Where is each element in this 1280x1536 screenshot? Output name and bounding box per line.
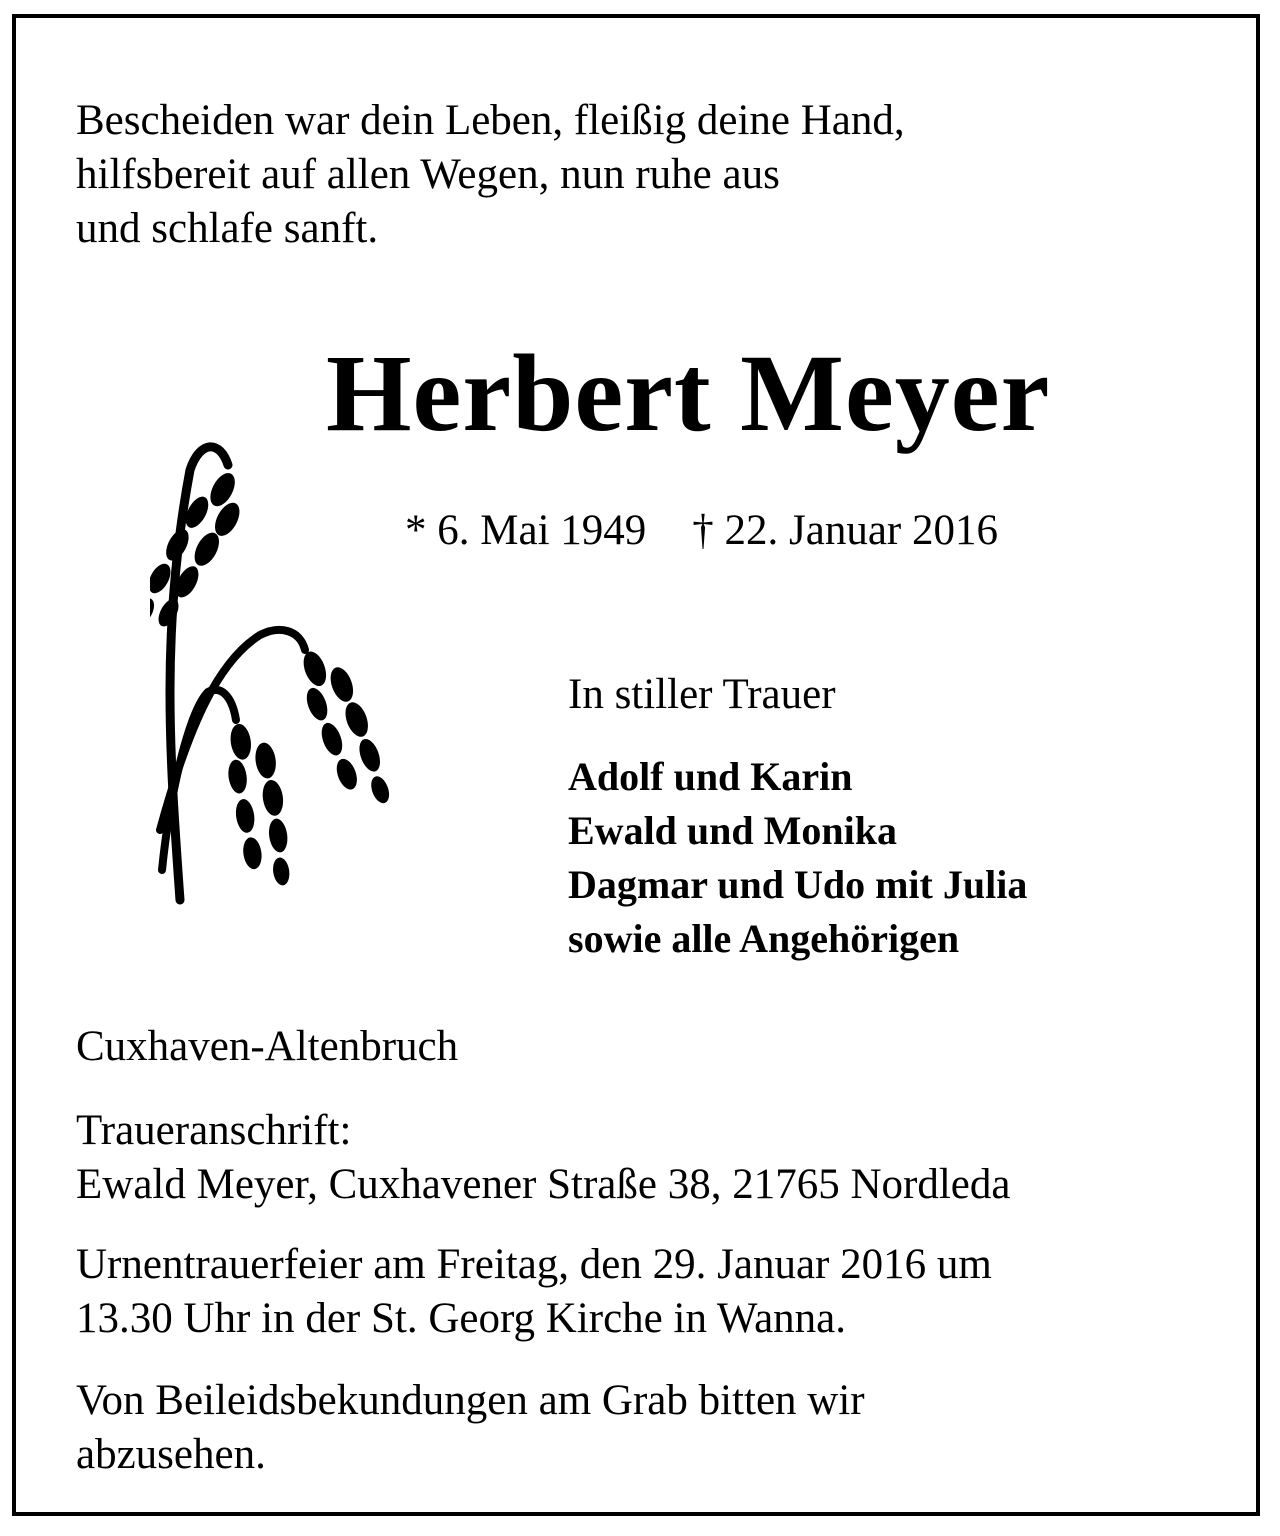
mourner-line: Ewald und Monika	[568, 808, 898, 853]
closing-line: Von Beileidsbekundungen am Grab bitten wir	[76, 1377, 865, 1424]
wheat-ears-icon	[150, 430, 410, 920]
death-date: † 22. Januar 2016	[692, 507, 999, 554]
mourner-line: Adolf und Karin	[568, 754, 853, 799]
closing-note	[76, 1374, 865, 1482]
closing-line: abzusehen.	[76, 1431, 266, 1478]
verse-line: Bescheiden war dein Leben, fleißig deine Hand,	[76, 97, 905, 144]
service-line: 13.30 Uhr in der St. Georg Kirche in Wanna.	[76, 1295, 846, 1342]
mourning-intro: In stiller Trauer	[568, 671, 836, 718]
wheat-ear	[221, 719, 295, 890]
wheat-ear	[291, 641, 396, 816]
verse-line: und schlafe sanft.	[76, 205, 379, 252]
mourner-line: sowie alle Angehörigen	[568, 916, 960, 961]
wheat-ear	[150, 463, 256, 642]
funeral-service	[76, 1238, 992, 1346]
place: Cuxhaven-Altenbruch	[76, 1023, 459, 1070]
mourners-list	[568, 750, 1027, 966]
address-value: Ewald Meyer, Cuxhavener Straße 38, 21765 Nordleda	[76, 1161, 1011, 1208]
verse	[76, 94, 905, 256]
birth-date: * 6. Mai 1949	[405, 507, 647, 554]
verse-line: hilfsbereit auf allen Wegen, nun ruhe aus	[76, 151, 780, 198]
service-line: Urnentrauerfeier am Freitag, den 29. Januar 2016 um	[76, 1241, 992, 1288]
mourning-address	[76, 1104, 1010, 1212]
mourner-line: Dagmar und Udo mit Julia	[568, 862, 1028, 907]
address-label: Traueranschrift:	[76, 1107, 352, 1154]
life-dates	[405, 504, 998, 558]
deceased-name: Herbert Meyer	[326, 332, 1051, 454]
